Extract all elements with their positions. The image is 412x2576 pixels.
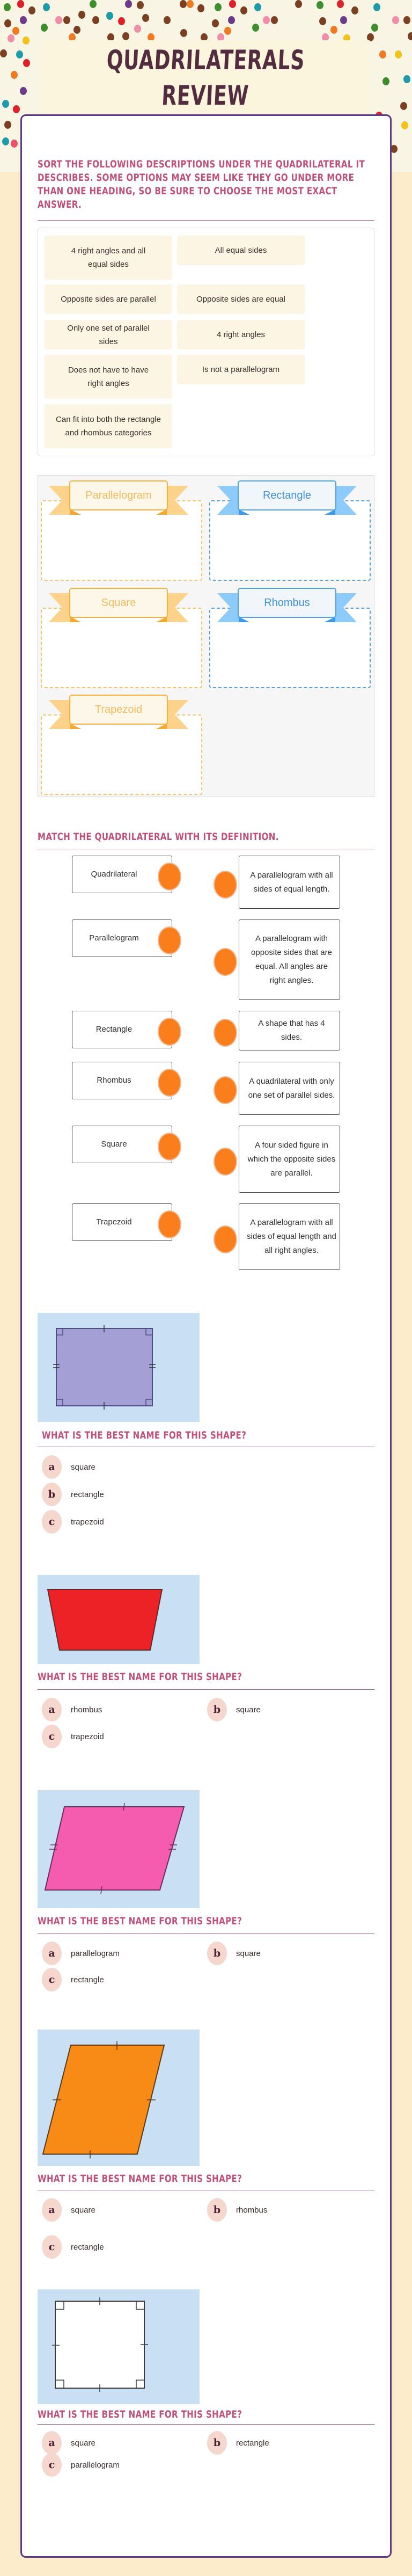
sort-tile[interactable]: Is not a parallelogram (177, 355, 305, 384)
parallelogram-shape-icon (38, 1790, 200, 1908)
option-letter-badge: c (42, 1725, 62, 1748)
confetti-dot (379, 50, 386, 59)
option-letter-badge: b (207, 1942, 227, 1965)
confetti-dot (351, 6, 358, 14)
confetti-dot (63, 16, 70, 24)
question-prompt: WHAT IS THE BEST NAME FOR THIS SHAPE? (38, 1915, 242, 1927)
confetti-dot (16, 50, 23, 59)
answer-option-c[interactable]: c parallelogram (42, 2453, 120, 2477)
confetti-dot (28, 6, 35, 14)
category-ribbon-rhombus (217, 588, 357, 623)
category-label: Trapezoid (69, 695, 168, 725)
match-connector-dot[interactable] (214, 1076, 237, 1104)
match-connector-dot[interactable] (158, 1210, 181, 1238)
confetti-dot (382, 77, 389, 85)
confetti-dot (4, 121, 11, 129)
confetti-dot (4, 3, 11, 11)
confetti-dot (319, 17, 326, 25)
confetti-dot (271, 16, 278, 24)
confetti-dot (0, 49, 7, 57)
confetti-dot (400, 102, 407, 110)
answer-option-b[interactable]: b square (207, 1942, 261, 1965)
confetti-dot (229, 0, 236, 8)
match-connector-dot[interactable] (214, 871, 237, 899)
divider (38, 2424, 374, 2425)
confetti-dot (134, 25, 141, 33)
confetti-dot (263, 16, 270, 24)
confetti-dot (330, 26, 337, 34)
confetti-dot (403, 75, 410, 83)
match-connector-dot[interactable] (214, 1019, 237, 1047)
option-letter-badge: a (42, 1698, 62, 1721)
match-term-trapezoid[interactable]: Trapezoid (72, 1203, 172, 1241)
answer-option-a[interactable]: a square (42, 1455, 95, 1479)
confetti-dot (73, 26, 80, 34)
confetti-dot (20, 87, 27, 95)
confetti-dot (403, 16, 410, 24)
confetti-dot (11, 71, 18, 79)
sort-tile[interactable]: Opposite sides are parallel (45, 284, 172, 314)
rhombus-shape-icon (38, 2030, 200, 2166)
confetti-dot (20, 16, 27, 24)
shape-image-parallelogram (38, 1790, 200, 1908)
shape-image-rhombus (38, 2030, 200, 2166)
confetti-dot (224, 27, 231, 35)
confetti-dot (8, 34, 14, 42)
page-title-line-2: REVIEW (161, 80, 250, 111)
category-label: Rectangle (238, 480, 336, 510)
match-definition[interactable]: A parallelogram with opposite sides that are equal. All angles are right angles. (239, 920, 340, 1000)
question-prompt: WHAT IS THE BEST NAME FOR THIS SHAPE? (38, 2173, 242, 2185)
option-letter-badge: b (42, 1483, 62, 1506)
rectangle-shape-icon (38, 1313, 200, 1422)
match-definition[interactable]: A quadrilateral with only one set of parallel sides. (239, 1062, 340, 1115)
match-definition[interactable]: A parallelogram with all sides of equal length and all right angles. (239, 1203, 340, 1270)
confetti-dot (228, 16, 235, 24)
page-title-line-1: QUADRILATERALS (105, 45, 306, 76)
confetti-dot (373, 3, 380, 11)
sort-tile[interactable]: Only one set of parallel sides (45, 320, 172, 349)
match-connector-dot[interactable] (158, 1018, 181, 1046)
confetti-dot (295, 0, 302, 8)
sort-tile[interactable]: Can fit into both the rectangle and rhombus categories (45, 404, 172, 448)
option-letter-badge: c (42, 1510, 62, 1534)
option-letter-badge: b (207, 1698, 227, 1721)
match-instructions: MATCH THE QUADRILATERAL WITH ITS DEFINITION. (38, 831, 279, 843)
confetti-dot (142, 14, 149, 22)
confetti-dot (23, 59, 30, 67)
match-definition[interactable]: A parallelogram with all sides of equal length. (239, 856, 340, 909)
confetti-dot (395, 50, 402, 59)
confetti-dot (252, 24, 259, 32)
sort-category-area (38, 475, 374, 797)
sort-tile[interactable]: Does not have to have right angles (45, 355, 172, 399)
sort-instructions: SORT THE FOLLOWING DESCRIPTIONS UNDER THE QUADRILATERAL IT DESCRIBES. SOME OPTIONS MAY SEEM LIKE THEY GO UNDER MORE THAN ONE HEADING, SO BE SURE TO CHOOSE THE MOST EXACT ANSWER. (38, 158, 365, 210)
confetti-dot (317, 1, 323, 9)
shape-image-trapezoid (38, 1575, 200, 1664)
option-letter-badge: b (207, 2431, 227, 2455)
confetti-dot (164, 16, 171, 24)
confetti-dot (337, 0, 344, 8)
question-prompt: WHAT IS THE BEST NAME FOR THIS SHAPE? (38, 2409, 242, 2420)
match-definition[interactable]: A four sided figure in which the opposite sides are parallel. (239, 1126, 340, 1193)
match-term-parallelogram[interactable]: Parallelogram (72, 920, 172, 957)
confetti-dot (137, 1, 144, 9)
sort-tile[interactable]: 4 right angles (177, 320, 305, 349)
category-label: Parallelogram (69, 480, 168, 510)
category-ribbon-rectangle (217, 480, 357, 516)
match-connector-dot[interactable] (158, 926, 181, 954)
answer-option-c[interactable]: c rectangle (42, 1968, 104, 1991)
confetti-dot (2, 137, 9, 145)
confetti-dot (215, 3, 222, 11)
option-letter-badge: a (42, 1455, 62, 1479)
option-letter-badge: a (42, 2198, 62, 2222)
confetti-dot (340, 16, 347, 24)
confetti-dot (118, 17, 125, 25)
confetti-dot (12, 27, 19, 35)
confetti-dot (197, 4, 204, 12)
divider (38, 1689, 374, 1690)
answer-option-b[interactable]: b rhombus (207, 2198, 267, 2222)
confetti-dot (11, 140, 18, 148)
option-letter-badge: b (207, 2198, 227, 2222)
confetti-dot (4, 19, 11, 27)
category-ribbon-parallelogram (49, 480, 188, 516)
answer-option-c[interactable]: c rectangle (42, 2235, 104, 2259)
confetti-dot (41, 24, 48, 32)
sort-tile-bank (38, 228, 374, 456)
confetti-dot (23, 37, 30, 45)
question-prompt: WHAT IS THE BEST NAME FOR THIS SHAPE? (38, 1671, 242, 1683)
confetti-dot (392, 16, 399, 24)
option-letter-badge: a (42, 2431, 62, 2455)
category-ribbon-square (49, 588, 188, 623)
confetti-dot (122, 32, 129, 40)
confetti-dot (180, 0, 187, 8)
answer-option-a[interactable]: a rhombus (42, 1698, 102, 1721)
match-connector-dot[interactable] (214, 1148, 237, 1176)
confetti-dot (180, 29, 187, 37)
answer-option-a[interactable]: a square (42, 2198, 95, 2222)
category-label: Square (69, 588, 168, 618)
match-connector-dot[interactable] (158, 1069, 181, 1097)
answer-option-a[interactable]: a square (42, 2431, 95, 2455)
confetti-dot (212, 19, 219, 27)
match-connector-dot[interactable] (158, 863, 181, 891)
confetti-dot (240, 6, 247, 14)
option-letter-badge: a (42, 1942, 62, 1965)
confetti-dot (254, 3, 261, 11)
option-letter-badge: c (42, 1968, 62, 1991)
match-term-rhombus[interactable]: Rhombus (72, 1062, 172, 1099)
divider (38, 220, 374, 221)
answer-option-c[interactable]: c trapezoid (42, 1510, 104, 1534)
confetti-dot (43, 3, 50, 11)
option-letter-badge: c (42, 2235, 62, 2259)
sort-tile[interactable]: 4 right angles and all equal sides (45, 236, 172, 280)
match-term-rectangle[interactable]: Rectangle (72, 1011, 172, 1048)
match-connector-dot[interactable] (214, 1225, 237, 1253)
match-term-square[interactable]: Square (72, 1126, 172, 1163)
match-term-quadrilateral[interactable]: Quadrilateral (72, 856, 172, 893)
square-shape-icon (38, 2289, 200, 2404)
answer-option-b[interactable]: b rectangle (42, 1483, 104, 1506)
confetti-dot (401, 121, 408, 129)
sort-tile[interactable]: All equal sides (177, 236, 305, 265)
shape-image-square (38, 2289, 200, 2404)
confetti-dot (2, 100, 9, 108)
answer-option-c[interactable]: c trapezoid (42, 1725, 104, 1748)
category-label: Rhombus (238, 588, 336, 618)
confetti-dot (13, 105, 20, 113)
sort-tile[interactable]: Opposite sides are equal (177, 284, 305, 314)
option-letter-badge: c (42, 2453, 62, 2477)
divider (38, 1933, 374, 1934)
answer-option-b[interactable]: b rectangle (207, 2431, 269, 2455)
confetti-dot (187, 0, 194, 8)
shape-image-rectangle (38, 1313, 200, 1422)
confetti-dot (55, 16, 62, 24)
confetti-dot (92, 16, 99, 24)
confetti-dot (125, 0, 132, 8)
confetti-dot (371, 24, 378, 32)
page-footer-background (0, 2558, 412, 2576)
confetti-dot (408, 32, 412, 40)
confetti-dot (106, 12, 113, 20)
category-ribbon-trapezoid (49, 695, 188, 730)
match-definition[interactable]: A shape that has 4 sides. (239, 1011, 340, 1050)
trapezoid-shape-icon (38, 1575, 200, 1664)
answer-option-a[interactable]: a parallelogram (42, 1942, 120, 1965)
match-connector-dot[interactable] (158, 1133, 181, 1161)
answer-option-b[interactable]: b square (207, 1698, 261, 1721)
confetti-dot (90, 0, 97, 8)
question-prompt: WHAT IS THE BEST NAME FOR THIS SHAPE? (42, 1429, 247, 1441)
title-panel (41, 40, 370, 115)
match-connector-dot[interactable] (214, 948, 237, 976)
confetti-dot (78, 11, 85, 19)
confetti-dot (17, 0, 24, 8)
